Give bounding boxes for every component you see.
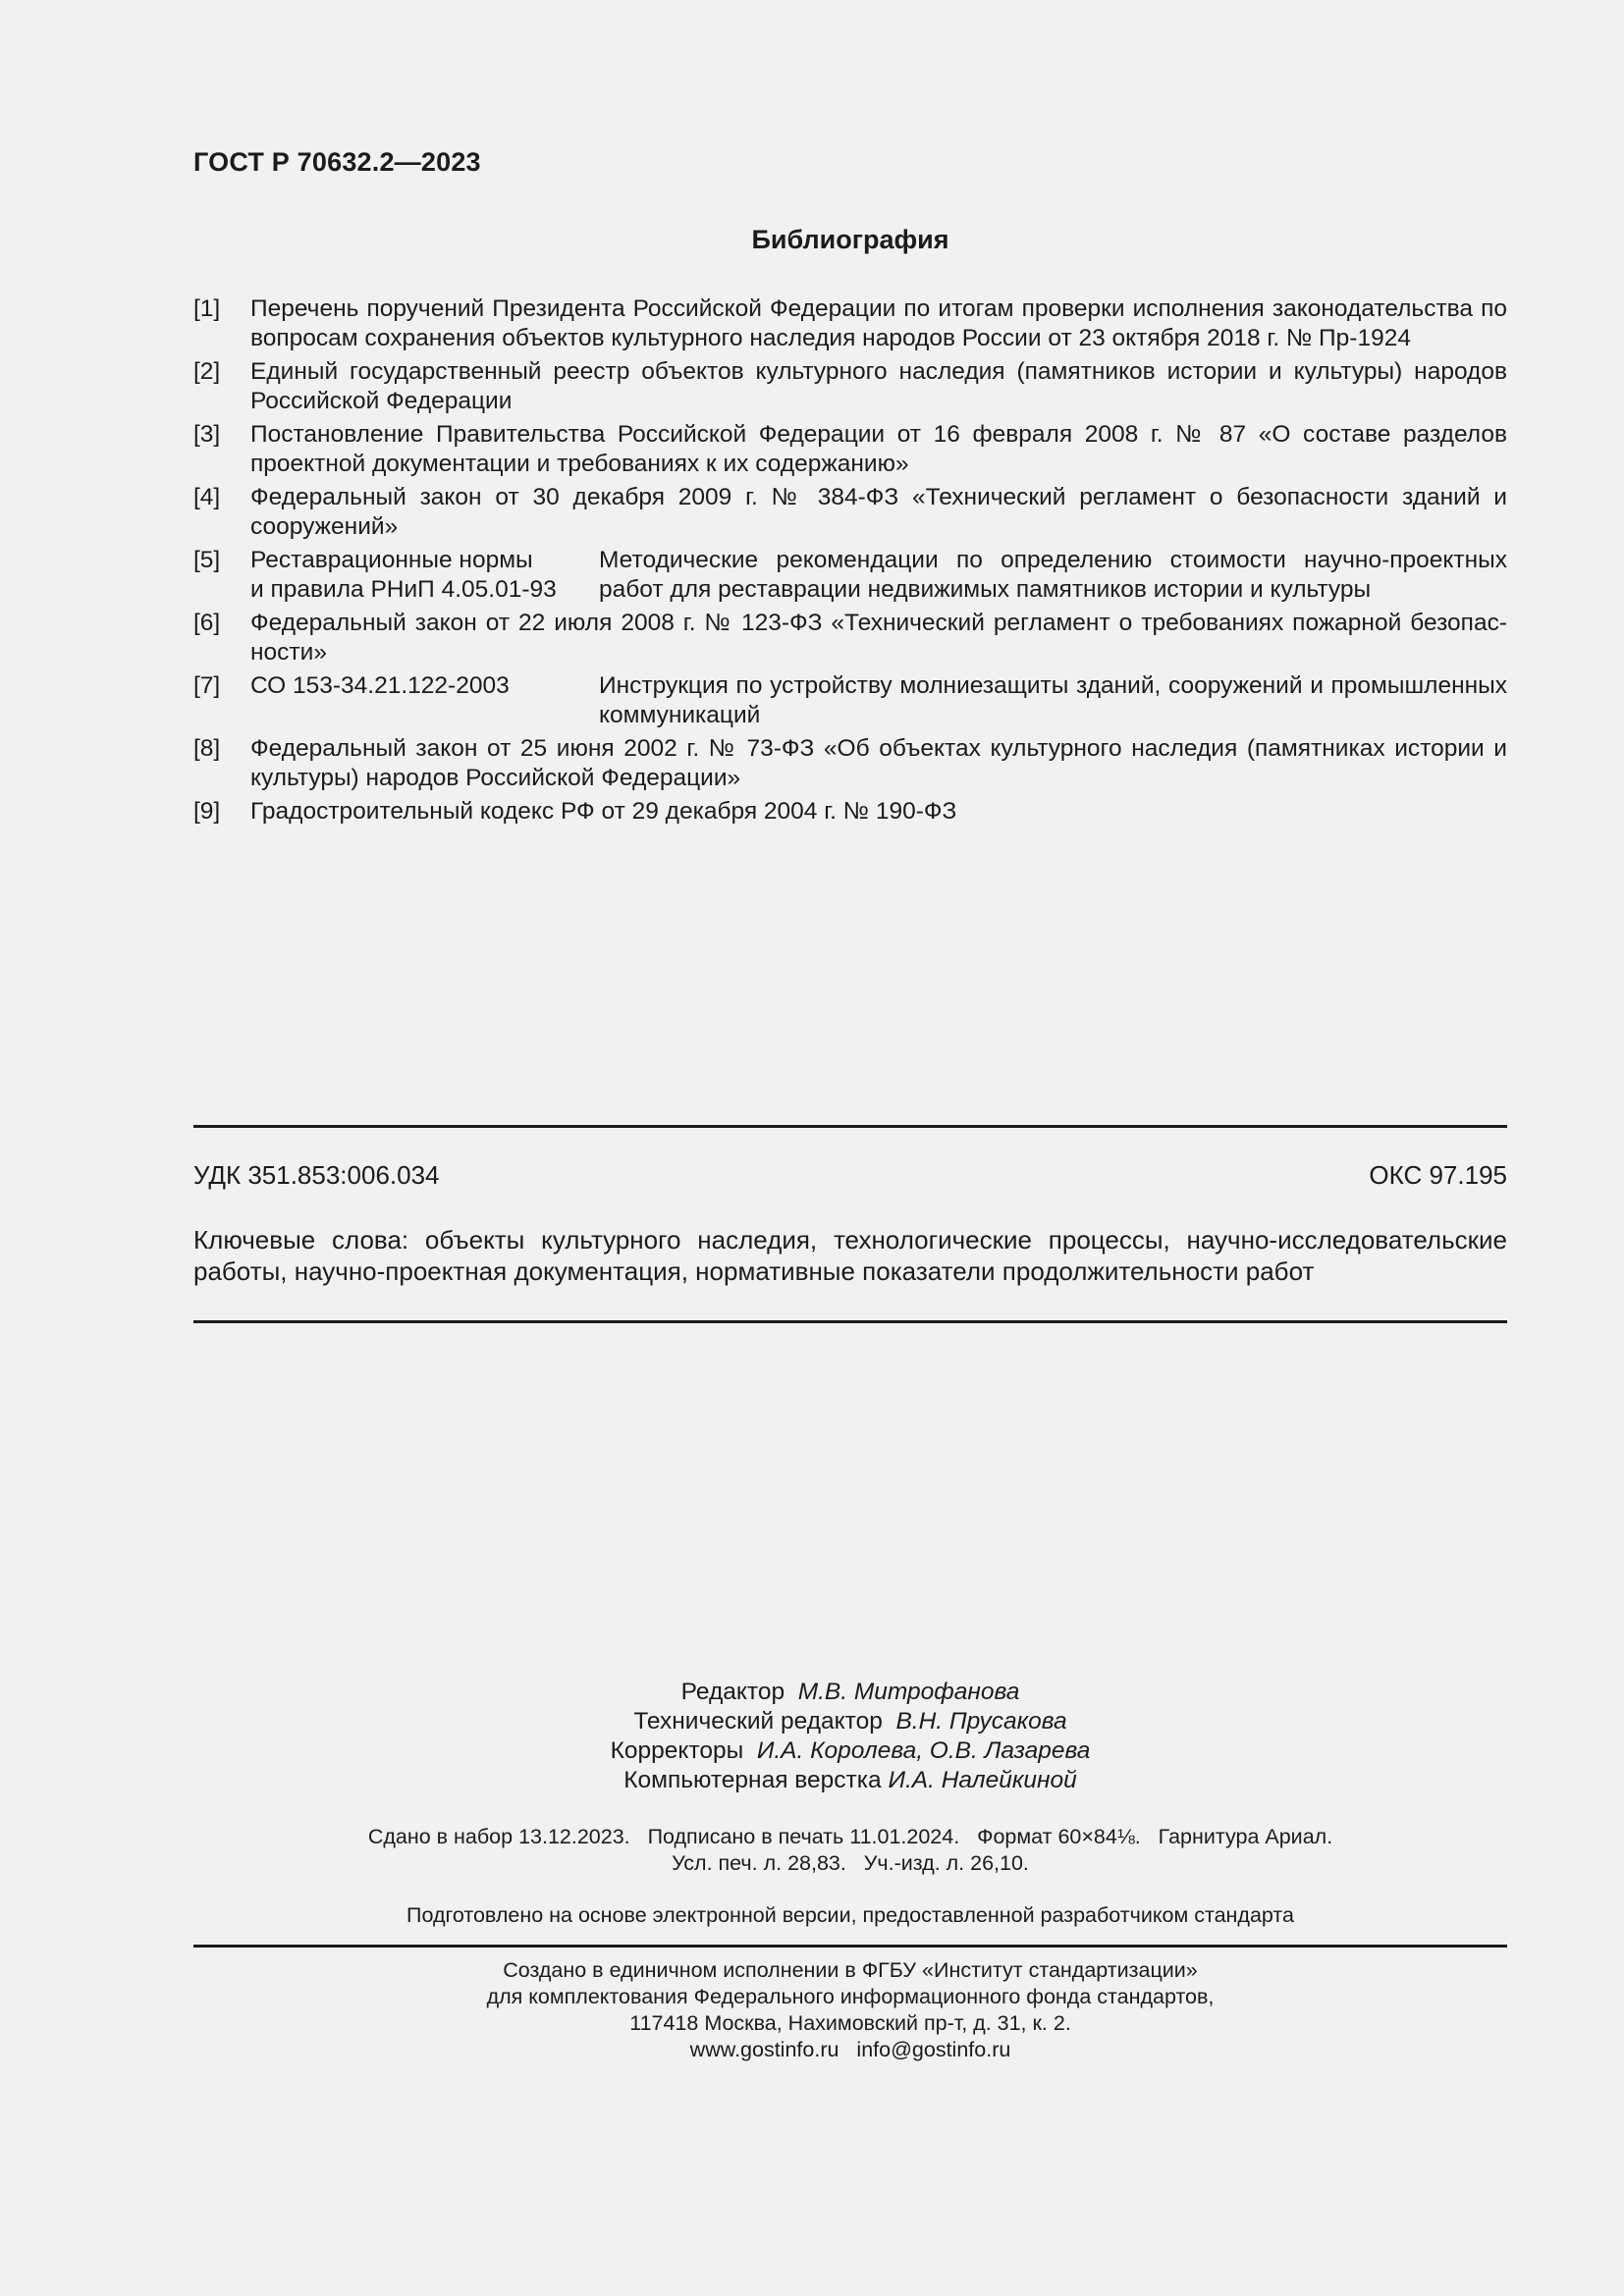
credit-role: Компьютерная верстка bbox=[623, 1767, 882, 1793]
credit-role: Корректоры bbox=[610, 1737, 744, 1764]
credits bbox=[193, 1678, 1507, 1795]
prepared-note: Подготовлено на основе электронной версии, предоставленной разработчиком стандарта bbox=[406, 1903, 1294, 1927]
bibliography-item bbox=[193, 797, 1507, 827]
publisher-info bbox=[193, 1957, 1507, 2063]
bibliography-item bbox=[193, 671, 1507, 730]
divider-footer bbox=[193, 1945, 1507, 1948]
website-link[interactable]: www.gostinfo.ru bbox=[689, 2038, 839, 2061]
divider-top bbox=[193, 1125, 1507, 1128]
reference-number: [5] bbox=[193, 547, 221, 573]
reference-text: Перечень поручений Президента Российской Федерации по итогам проверки исполнения законодательства по вопросам сохранения объектов культурного наследия народов России от 23 октября 2018 г. № Пр-1924 bbox=[250, 295, 1507, 351]
bibliography-item bbox=[193, 734, 1507, 793]
imprint-line: Сдано в набор 13.12.2023. Подписано в печать 11.01.2024. Формат 60×84⅛. Гарнитура Ариал. bbox=[367, 1825, 1333, 1848]
credit-person: И.А. Королева, О.В. Лазарева bbox=[756, 1737, 1091, 1764]
udc-code: УДК 351.853:006.034 bbox=[193, 1160, 440, 1190]
credit-person: М.В. Митрофанова bbox=[797, 1679, 1020, 1705]
oks-code: ОКС 97.195 bbox=[1369, 1160, 1507, 1190]
imprint-line: Усл. печ. л. 28,83. Уч.-изд. л. 26,10. bbox=[672, 1851, 1029, 1875]
publisher-line: для комплектования Федерального информационного фонда стандартов, bbox=[486, 1985, 1215, 2008]
publisher-links bbox=[193, 2037, 1507, 2063]
bibliography-list bbox=[193, 294, 1507, 830]
reference-code-line: СО 153-34.21.122-2003 bbox=[250, 672, 510, 699]
keywords: Ключевые слова: объекты культурного наследия, технологические процессы, научно-исследовательские работы, научно-проектная документация, нормативные показатели продолжительности работ bbox=[193, 1225, 1507, 1286]
reference-code-line: Реставрационные нормы bbox=[250, 547, 533, 573]
reference-description: Инструкция по устройству молниезащиты зданий, сооружений и промышленных коммуникаций bbox=[599, 672, 1507, 728]
reference-description: Методические рекомендации по определению стоимости научно-проектных работ для реставрации недвижимых памятников истории и культуры bbox=[599, 547, 1507, 603]
reference-number: [4] bbox=[193, 484, 221, 510]
reference-number: [6] bbox=[193, 610, 221, 636]
reference-number: [3] bbox=[193, 421, 221, 448]
email-link[interactable]: info@gostinfo.ru bbox=[856, 2038, 1011, 2061]
reference-number: [1] bbox=[193, 295, 221, 322]
reference-number: [8] bbox=[193, 735, 221, 762]
bibliography-item bbox=[193, 420, 1507, 479]
credit-editor bbox=[193, 1678, 1507, 1707]
bibliography-item bbox=[193, 609, 1507, 667]
reference-text: Федеральный закон от 30 декабря 2009 г. № 384-ФЗ «Технический регламент о безопасности зданий и сооружений» bbox=[250, 484, 1507, 540]
credit-layout bbox=[193, 1766, 1507, 1795]
bibliography-item bbox=[193, 546, 1507, 605]
credit-person: И.А. Налейкиной bbox=[888, 1767, 1077, 1793]
credit-role: Технический редактор bbox=[633, 1708, 883, 1735]
bibliography-title: Библиография bbox=[751, 225, 949, 254]
reference-code bbox=[250, 671, 599, 701]
reference-text: Федеральный закон от 22 июля 2008 г. № 123-ФЗ «Технический регламент о требованиях пожарной безопасности» bbox=[250, 610, 1507, 666]
bibliography-item bbox=[193, 357, 1507, 416]
credit-person: В.Н. Прусакова bbox=[895, 1708, 1067, 1735]
bibliography-item bbox=[193, 294, 1507, 353]
classification-row bbox=[193, 1160, 1507, 1191]
imprint bbox=[193, 1824, 1507, 1877]
document-id: ГОСТ Р 70632.2—2023 bbox=[193, 147, 481, 177]
reference-text: Постановление Правительства Российской Федерации от 16 февраля 2008 г. № 87 «О составе разделов проектной документации и требованиях к их содержанию» bbox=[250, 421, 1507, 477]
reference-text: Единый государственный реестр объектов культурного наследия (памятников истории и культуры) народов Российской Федерации bbox=[250, 358, 1507, 414]
reference-text: Федеральный закон от 25 июня 2002 г. № 73-ФЗ «Об объектах культурного наследия (памятниках истории и культуры) народов Российской Федерации» bbox=[250, 735, 1507, 791]
reference-number: [7] bbox=[193, 672, 221, 699]
reference-text: Градостроительный кодекс РФ от 29 декабря 2004 г. № 190-ФЗ bbox=[250, 798, 957, 825]
publisher-line: 117418 Москва, Нахимовский пр-т, д. 31, к. 2. bbox=[629, 2011, 1071, 2035]
reference-code bbox=[250, 546, 599, 605]
credit-role: Редактор bbox=[680, 1679, 785, 1705]
credit-proofreaders bbox=[193, 1736, 1507, 1766]
reference-number: [2] bbox=[193, 358, 221, 385]
divider-bottom bbox=[193, 1320, 1507, 1323]
credit-tech-editor bbox=[193, 1707, 1507, 1736]
reference-code-line: и правила РНиП 4.05.01-93 bbox=[250, 576, 557, 603]
bibliography-item bbox=[193, 483, 1507, 542]
publisher-line: Создано в единичном исполнении в ФГБУ «Институт стандартизации» bbox=[503, 1958, 1198, 1982]
reference-number: [9] bbox=[193, 798, 221, 825]
